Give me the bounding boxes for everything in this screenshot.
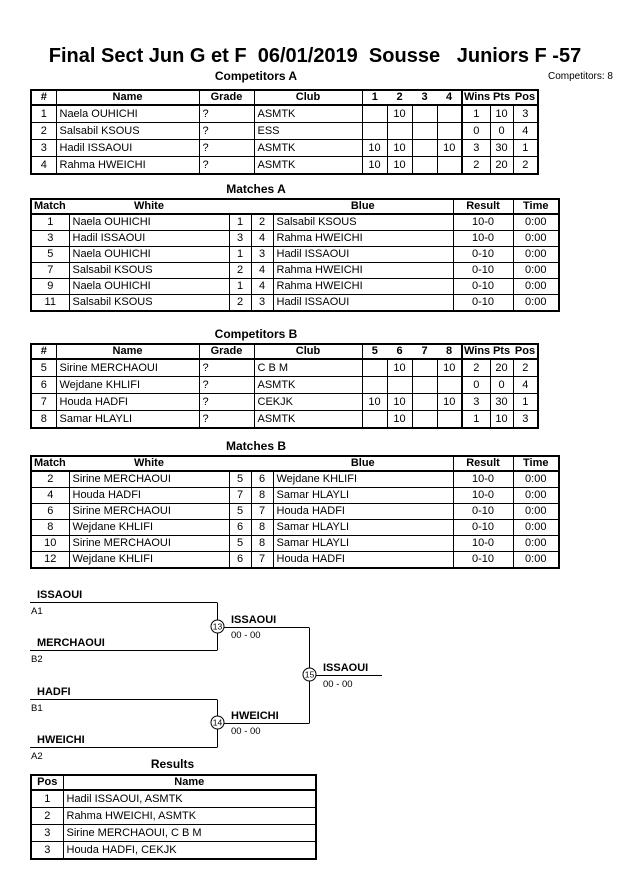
cell-round-1	[362, 123, 387, 140]
table-row	[31, 214, 559, 231]
cell-grade: ?	[199, 157, 254, 175]
bracket-sf1-winner: ISSAOUI	[231, 614, 277, 626]
bracket-sf1-bottom-seed: B2	[31, 654, 43, 665]
cell-pos: 2	[513, 157, 538, 175]
cell-white-name: Hadil ISSAOUI	[69, 231, 229, 247]
table-header-row	[31, 344, 538, 359]
cell-name: Rahma HWEICHI	[56, 157, 199, 175]
col-round-3: 3	[412, 90, 437, 105]
col-result: Result	[453, 456, 513, 471]
cell-name: Naela OUHICHI	[56, 105, 199, 123]
cell-name: Samar HLAYLI	[56, 411, 199, 429]
cell-blue-name: Samar HLAYLI	[273, 488, 453, 504]
table-header-row	[31, 775, 316, 790]
cell-white-num: 5	[229, 471, 251, 488]
cell-white-num: 1	[229, 214, 251, 231]
cell-white-name: Wejdane KHLIFI	[69, 552, 229, 569]
cell-name: Hadil ISSAOUI, ASMTK	[63, 790, 316, 808]
table-row	[31, 157, 538, 175]
col-pts: Pts	[490, 344, 513, 359]
cell-round-6: 10	[387, 394, 412, 411]
cell-white-name: Naela OUHICHI	[69, 214, 229, 231]
cell-white-num: 2	[229, 263, 251, 279]
table-row	[31, 842, 316, 860]
cell-pts: 0	[490, 377, 513, 394]
cell-result: 0-10	[453, 279, 513, 295]
bracket-sf2-top-name: HADFI	[37, 686, 71, 698]
bracket-sf2-score: 00 - 00	[231, 726, 261, 737]
cell-white-name: Houda HADFI	[69, 488, 229, 504]
cell-round-2: 10	[387, 157, 412, 175]
cell-wins: 3	[462, 140, 490, 157]
results-table	[30, 774, 317, 860]
cell-blue-name: Samar HLAYLI	[273, 520, 453, 536]
cell-blue-num: 3	[251, 295, 273, 312]
cell-white-name: Naela OUHICHI	[69, 279, 229, 295]
cell-club: C B M	[254, 359, 362, 377]
col-time: Time	[513, 199, 559, 214]
cell-match-no: 1	[31, 214, 69, 231]
cell-white-name: Naela OUHICHI	[69, 247, 229, 263]
cell-round-1	[362, 105, 387, 123]
cell-round-7	[412, 359, 437, 377]
cell-club: ESS	[254, 123, 362, 140]
cell-wins: 0	[462, 123, 490, 140]
cell-blue-num: 6	[251, 471, 273, 488]
cell-round-2	[387, 123, 412, 140]
col-round-6: 6	[387, 344, 412, 359]
cell-round-1: 10	[362, 157, 387, 175]
table-row	[31, 488, 559, 504]
cell-result: 0-10	[453, 247, 513, 263]
cell-pts: 10	[490, 411, 513, 429]
cell-blue-num: 8	[251, 536, 273, 552]
cell-pos: 2	[513, 359, 538, 377]
cell-blue-name: Hadil ISSAOUI	[273, 247, 453, 263]
cell-num: 2	[31, 123, 56, 140]
cell-round-4	[437, 123, 462, 140]
competitors-b-table	[30, 343, 539, 429]
cell-match-no: 10	[31, 536, 69, 552]
table-row	[31, 231, 559, 247]
cell-white-num: 2	[229, 295, 251, 312]
cell-round-8: 10	[437, 359, 462, 377]
cell-round-7	[412, 377, 437, 394]
cell-match-no: 11	[31, 295, 69, 312]
cell-match-no: 7	[31, 263, 69, 279]
cell-blue-name: Houda HADFI	[273, 504, 453, 520]
cell-round-8	[437, 377, 462, 394]
cell-round-4	[437, 105, 462, 123]
cell-pts: 20	[490, 157, 513, 175]
col-blue: Blue	[273, 199, 453, 214]
cell-time: 0:00	[513, 520, 559, 536]
col-time: Time	[513, 456, 559, 471]
cell-blue-name: Salsabil KSOUS	[273, 214, 453, 231]
matches-b-table	[30, 455, 560, 569]
cell-club: ASMTK	[254, 140, 362, 157]
cell-match-no: 3	[31, 231, 69, 247]
cell-name: Wejdane KHLIFI	[56, 377, 199, 394]
cell-blue-name: Wejdane KHLIFI	[273, 471, 453, 488]
cell-pos: 3	[513, 105, 538, 123]
col-white: White	[69, 456, 229, 471]
col-club: Club	[254, 90, 362, 105]
col-white: White	[69, 199, 229, 214]
table-row	[31, 808, 316, 825]
cell-white-num: 6	[229, 520, 251, 536]
table-row	[31, 295, 559, 312]
cell-time: 0:00	[513, 231, 559, 247]
cell-match-no: 8	[31, 520, 69, 536]
cell-result: 10-0	[453, 214, 513, 231]
table-header-row	[31, 90, 538, 105]
bracket-sf1-score: 00 - 00	[231, 630, 261, 641]
cell-blue-name: Hadil ISSAOUI	[273, 295, 453, 312]
cell-pos: 4	[513, 377, 538, 394]
bracket-match-15-number: 15	[304, 669, 315, 680]
col-round-7: 7	[412, 344, 437, 359]
cell-white-num: 5	[229, 504, 251, 520]
competitors-a-table	[30, 89, 539, 175]
table-row	[31, 825, 316, 842]
cell-round-1: 10	[362, 140, 387, 157]
col-pts: Pts	[490, 90, 513, 105]
cell-round-5	[362, 411, 387, 429]
col-num: #	[31, 90, 56, 105]
cell-pts: 30	[490, 394, 513, 411]
cell-wins: 1	[462, 105, 490, 123]
page-title: Final Sect Jun G et F 06/01/2019 Sousse Juniors F -57	[48, 45, 582, 67]
table-row	[31, 790, 316, 808]
cell-white-num: 1	[229, 247, 251, 263]
col-name: Name	[56, 344, 199, 359]
cell-result: 0-10	[453, 520, 513, 536]
cell-match-no: 6	[31, 504, 69, 520]
cell-round-8	[437, 411, 462, 429]
cell-grade: ?	[199, 359, 254, 377]
cell-club: ASMTK	[254, 157, 362, 175]
bracket-sf1-top-name: ISSAOUI	[37, 589, 83, 601]
table-row	[31, 247, 559, 263]
cell-round-2: 10	[387, 140, 412, 157]
bracket-final-score: 00 - 00	[323, 679, 353, 690]
cell-pos: 3	[513, 411, 538, 429]
cell-round-3	[412, 123, 437, 140]
bracket-match-13-number: 13	[212, 621, 223, 632]
cell-pos: 3	[31, 842, 63, 860]
bracket-sf2-winner: HWEICHI	[231, 710, 279, 722]
table-row	[31, 263, 559, 279]
cell-white-num: 7	[229, 488, 251, 504]
cell-name: Sirine MERCHAOUI	[56, 359, 199, 377]
table-row	[31, 123, 538, 140]
cell-num: 8	[31, 411, 56, 429]
cell-num: 5	[31, 359, 56, 377]
cell-pos: 1	[513, 394, 538, 411]
cell-num: 1	[31, 105, 56, 123]
col-round-5: 5	[362, 344, 387, 359]
cell-name: Sirine MERCHAOUI, C B M	[63, 825, 316, 842]
cell-result: 0-10	[453, 263, 513, 279]
cell-club: ASMTK	[254, 411, 362, 429]
cell-wins: 3	[462, 394, 490, 411]
col-pos: Pos	[513, 90, 538, 105]
cell-club: ASMTK	[254, 105, 362, 123]
cell-blue-num: 4	[251, 231, 273, 247]
cell-match-no: 9	[31, 279, 69, 295]
table-row	[31, 279, 559, 295]
table-row	[31, 520, 559, 536]
cell-pos: 1	[513, 140, 538, 157]
col-white-num	[229, 456, 251, 471]
col-match: Match	[31, 456, 69, 471]
cell-pos: 1	[31, 790, 63, 808]
competitors-a-heading: Competitors A	[214, 69, 298, 83]
cell-pos: 3	[31, 825, 63, 842]
cell-num: 3	[31, 140, 56, 157]
table-row	[31, 411, 538, 429]
bracket-sf2-bottom-seed: A2	[31, 751, 43, 762]
cell-white-name: Sirine MERCHAOUI	[69, 471, 229, 488]
cell-result: 10-0	[453, 536, 513, 552]
table-row	[31, 377, 538, 394]
cell-pts: 10	[490, 105, 513, 123]
cell-time: 0:00	[513, 504, 559, 520]
cell-name: Salsabil KSOUS	[56, 123, 199, 140]
cell-white-name: Sirine MERCHAOUI	[69, 536, 229, 552]
cell-blue-num: 8	[251, 520, 273, 536]
col-blue-num	[251, 199, 273, 214]
table-header-row	[31, 456, 559, 471]
cell-time: 0:00	[513, 471, 559, 488]
cell-round-5: 10	[362, 394, 387, 411]
cell-grade: ?	[199, 394, 254, 411]
cell-num: 4	[31, 157, 56, 175]
cell-time: 0:00	[513, 247, 559, 263]
table-header-row	[31, 199, 559, 214]
col-round-1: 1	[362, 90, 387, 105]
cell-blue-num: 3	[251, 247, 273, 263]
cell-grade: ?	[199, 140, 254, 157]
bracket-sf1-bottom-name: MERCHAOUI	[37, 637, 105, 649]
cell-time: 0:00	[513, 295, 559, 312]
cell-white-name: Wejdane KHLIFI	[69, 520, 229, 536]
cell-round-4: 10	[437, 140, 462, 157]
cell-round-3	[412, 157, 437, 175]
table-row	[31, 359, 538, 377]
table-row	[31, 471, 559, 488]
cell-round-4	[437, 157, 462, 175]
cell-blue-num: 7	[251, 504, 273, 520]
bracket-sf2-top-seed: B1	[31, 703, 43, 714]
cell-white-name: Salsabil KSOUS	[69, 263, 229, 279]
cell-result: 10-0	[453, 488, 513, 504]
cell-result: 0-10	[453, 504, 513, 520]
cell-grade: ?	[199, 377, 254, 394]
results-heading: Results	[150, 757, 195, 771]
table-row	[31, 105, 538, 123]
cell-name: Houda HADFI	[56, 394, 199, 411]
cell-round-5	[362, 359, 387, 377]
cell-match-no: 5	[31, 247, 69, 263]
cell-name: Hadil ISSAOUI	[56, 140, 199, 157]
cell-result: 10-0	[453, 471, 513, 488]
competitors-count-label: Competitors: 8	[547, 71, 613, 82]
cell-wins: 1	[462, 411, 490, 429]
cell-result: 0-10	[453, 295, 513, 312]
matches-a-table	[30, 198, 560, 312]
col-grade: Grade	[199, 90, 254, 105]
col-round-4: 4	[437, 90, 462, 105]
cell-pts: 30	[490, 140, 513, 157]
cell-time: 0:00	[513, 263, 559, 279]
cell-grade: ?	[199, 411, 254, 429]
col-white-num	[229, 199, 251, 214]
cell-grade: ?	[199, 105, 254, 123]
col-wins: Wins	[464, 91, 490, 103]
cell-white-num: 6	[229, 552, 251, 569]
cell-pts: 20	[490, 359, 513, 377]
col-grade: Grade	[199, 344, 254, 359]
cell-num: 7	[31, 394, 56, 411]
bracket-sf2-bottom-name: HWEICHI	[37, 734, 85, 746]
cell-wins: 0	[462, 377, 490, 394]
table-row	[31, 552, 559, 569]
cell-blue-name: Rahma HWEICHI	[273, 279, 453, 295]
cell-round-6: 10	[387, 411, 412, 429]
cell-white-num: 3	[229, 231, 251, 247]
col-blue: Blue	[273, 456, 453, 471]
col-match: Match	[31, 199, 69, 214]
cell-time: 0:00	[513, 552, 559, 569]
bracket-sf1-top-seed: A1	[31, 606, 43, 617]
cell-round-2: 10	[387, 105, 412, 123]
cell-round-3	[412, 105, 437, 123]
cell-time: 0:00	[513, 488, 559, 504]
col-round-2: 2	[387, 90, 412, 105]
cell-time: 0:00	[513, 214, 559, 231]
cell-pos: 2	[31, 808, 63, 825]
cell-round-3	[412, 140, 437, 157]
col-name: Name	[56, 90, 199, 105]
table-row	[31, 140, 538, 157]
cell-time: 0:00	[513, 279, 559, 295]
col-round-8: 8	[437, 344, 462, 359]
cell-white-name: Salsabil KSOUS	[69, 295, 229, 312]
col-pos: Pos	[513, 344, 538, 359]
cell-round-7	[412, 411, 437, 429]
table-row	[31, 394, 538, 411]
col-wins: Wins	[464, 345, 490, 357]
col-club: Club	[254, 344, 362, 359]
cell-pts: 0	[490, 123, 513, 140]
table-row	[31, 504, 559, 520]
cell-round-6	[387, 377, 412, 394]
cell-blue-num: 2	[251, 214, 273, 231]
cell-match-no: 12	[31, 552, 69, 569]
cell-name: Rahma HWEICHI, ASMTK	[63, 808, 316, 825]
competitors-b-heading: Competitors B	[214, 327, 298, 341]
cell-club: CEKJK	[254, 394, 362, 411]
cell-blue-num: 4	[251, 279, 273, 295]
cell-blue-num: 4	[251, 263, 273, 279]
col-pos: Pos	[31, 775, 63, 790]
col-name: Name	[63, 775, 316, 790]
cell-blue-name: Rahma HWEICHI	[273, 263, 453, 279]
table-row	[31, 536, 559, 552]
cell-white-num: 5	[229, 536, 251, 552]
cell-result: 0-10	[453, 552, 513, 569]
cell-round-6: 10	[387, 359, 412, 377]
cell-white-num: 1	[229, 279, 251, 295]
bracket-final-winner: ISSAOUI	[323, 662, 369, 674]
cell-round-5	[362, 377, 387, 394]
cell-white-name: Sirine MERCHAOUI	[69, 504, 229, 520]
cell-match-no: 2	[31, 471, 69, 488]
cell-blue-num: 8	[251, 488, 273, 504]
cell-match-no: 4	[31, 488, 69, 504]
elimination-bracket	[0, 580, 630, 770]
cell-num: 6	[31, 377, 56, 394]
col-result: Result	[453, 199, 513, 214]
bracket-match-14-number: 14	[212, 717, 223, 728]
cell-time: 0:00	[513, 536, 559, 552]
cell-blue-name: Samar HLAYLI	[273, 536, 453, 552]
cell-result: 10-0	[453, 231, 513, 247]
cell-name: Houda HADFI, CEKJK	[63, 842, 316, 860]
cell-blue-num: 7	[251, 552, 273, 569]
matches-b-heading: Matches B	[225, 439, 287, 453]
cell-round-7	[412, 394, 437, 411]
cell-grade: ?	[199, 123, 254, 140]
cell-wins: 2	[462, 359, 490, 377]
cell-pos: 4	[513, 123, 538, 140]
cell-round-8: 10	[437, 394, 462, 411]
col-blue-num	[251, 456, 273, 471]
col-num: #	[31, 344, 56, 359]
cell-blue-name: Rahma HWEICHI	[273, 231, 453, 247]
cell-club: ASMTK	[254, 377, 362, 394]
matches-a-heading: Matches A	[226, 182, 286, 196]
cell-blue-name: Houda HADFI	[273, 552, 453, 569]
cell-wins: 2	[462, 157, 490, 175]
